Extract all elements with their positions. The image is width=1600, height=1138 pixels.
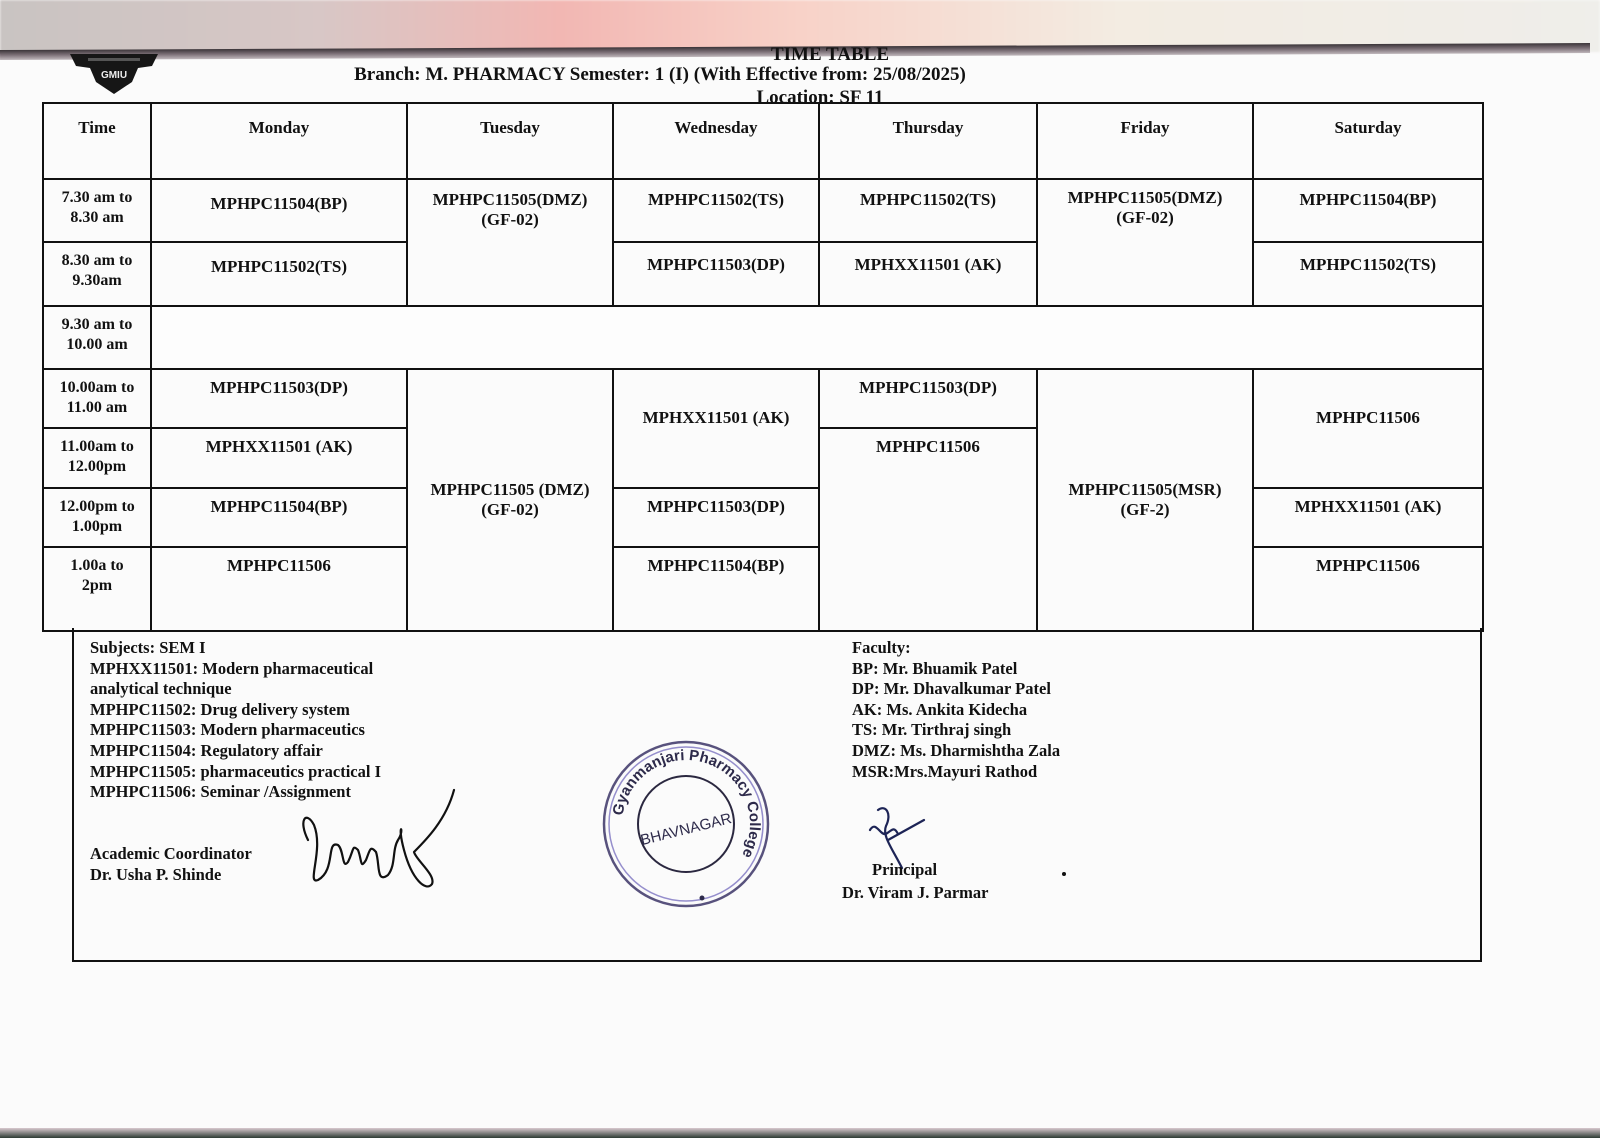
coordinator-signature-icon: [296, 780, 466, 900]
time-line: 8.30 am to: [61, 252, 133, 270]
class-cell: MPHPC11503(DP): [819, 369, 1037, 428]
class-cell: MPHXX11501 (AK): [613, 369, 819, 488]
time-line: 11.00 am: [66, 399, 128, 417]
time-line: 1.00a to: [70, 557, 124, 575]
subject-line: MPHPC11502: Drug delivery system: [90, 699, 350, 719]
time-line: 8.30 am: [70, 208, 124, 226]
class-cell: MPHXX11501 (AK): [819, 242, 1037, 305]
faculty-line: AK: Ms. Ankita Kidecha: [852, 699, 1028, 719]
class-cell: MPHXX11501 (AK): [1253, 488, 1483, 547]
class-cell: MPHPC11506: [151, 547, 407, 631]
stamp-outer-text: Gyanmanjari Pharmacy College: [609, 746, 764, 861]
table-row-break: [43, 306, 1483, 369]
table-header-row: [43, 103, 1483, 179]
column-header-time: Time: [43, 103, 151, 179]
class-cell: MPHPC11502(TS): [819, 179, 1037, 242]
time-line: 2pm: [81, 577, 113, 595]
class-cell: MPHPC11504(BP): [151, 179, 407, 242]
faculty-line: DMZ: Ms. Dharmishtha Zala: [852, 740, 1061, 760]
subject-line: MPHXX11501: Modern pharmaceutical: [90, 658, 374, 678]
principal-role: Principal: [872, 860, 938, 879]
time-line: 10.00am to: [59, 379, 135, 397]
faculty-line: MSR:Mrs.Mayuri Rathod: [852, 761, 1038, 781]
time-slot: [43, 179, 151, 242]
class-cell: MPHPC11506: [1253, 369, 1483, 488]
logo-text: GMIU: [100, 70, 128, 81]
column-header-tuesday: Tuesday: [407, 103, 613, 179]
class-cell: MPHPC11504(BP): [613, 547, 819, 631]
room-code: (GF-02): [481, 209, 539, 229]
class-cell: MPHPC11502(TS): [1253, 242, 1483, 305]
column-header-monday: Monday: [151, 103, 407, 179]
class-cell: MPHPC11503(DP): [613, 488, 819, 547]
stamp-inner-text: BHAVNAGAR: [638, 809, 734, 849]
time-line: 9.30 am to: [61, 315, 133, 333]
subject-line: analytical technique: [90, 679, 232, 699]
class-code: MPHPC11505(MSR): [1068, 480, 1222, 500]
class-cell: [407, 179, 613, 306]
table-row: [43, 547, 1483, 631]
table-row: [43, 369, 1483, 428]
branch-line: Branch: M. PHARMACY Semester: 1 (I) (With Effective from: 25/08/2025): [354, 64, 966, 85]
room-code: (GF-02): [481, 500, 539, 520]
time-line: 12.00pm to: [59, 497, 135, 515]
break-cell: [151, 306, 1483, 369]
subjects-heading: Subjects: SEM I: [90, 638, 206, 657]
time-line: 10.00 am: [66, 335, 128, 353]
class-cell: [1037, 179, 1253, 306]
time-slot: [43, 369, 151, 428]
location-line: Location: SF 11: [756, 87, 884, 108]
faculty-heading: Faculty:: [852, 638, 911, 657]
column-header-thursday: Thursday: [819, 103, 1037, 179]
class-cell: MPHPC11502(TS): [151, 242, 407, 305]
timetable: [42, 102, 1482, 632]
principal-block: [842, 858, 988, 904]
coordinator-name: Dr. Usha P. Shinde: [90, 864, 222, 884]
room-code: (GF-02): [1116, 207, 1174, 227]
academic-coordinator: [90, 844, 252, 885]
time-slot: [43, 242, 151, 305]
faculty-line: DP: Mr. Dhavalkumar Patel: [852, 679, 1051, 699]
document-title: TIME TABLE: [770, 44, 890, 65]
time-line: 11.00am to: [60, 438, 134, 456]
faculty-list: [852, 638, 1060, 782]
table-row: [43, 179, 1483, 242]
time-line: 9.30am: [72, 272, 122, 290]
time-slot: [43, 306, 151, 369]
subjects-list: [90, 638, 381, 803]
time-line: 1.00pm: [71, 517, 123, 535]
class-cell: MPHPC11504(BP): [151, 488, 407, 547]
class-cell: [407, 369, 613, 631]
principal-name: Dr. Viram J. Parmar: [842, 883, 989, 902]
subject-line: MPHPC11504: Regulatory affair: [90, 740, 323, 760]
column-header-wednesday: Wednesday: [613, 103, 819, 179]
subject-line: MPHPC11503: Modern pharmaceutics: [90, 720, 365, 740]
class-cell: MPHPC11506: [819, 428, 1037, 631]
time-slot: [43, 547, 151, 631]
time-slot: [43, 428, 151, 487]
class-code: MPHPC11505(DMZ): [432, 189, 588, 209]
paper-bottom-edge: [0, 1128, 1600, 1138]
class-cell: MPHPC11503(DP): [613, 242, 819, 305]
table-row: [43, 242, 1483, 305]
table-row: [43, 488, 1483, 547]
class-code: MPHPC11505 (DMZ): [430, 480, 590, 500]
column-header-saturday: Saturday: [1253, 103, 1483, 179]
class-cell: MPHPC11504(BP): [1253, 179, 1483, 242]
column-header-friday: Friday: [1037, 103, 1253, 179]
class-cell: MPHPC11506: [1253, 547, 1483, 631]
room-code: (GF-2): [1120, 500, 1170, 520]
college-stamp-icon: [598, 734, 774, 914]
class-cell: MPHXX11501 (AK): [151, 428, 407, 487]
class-cell: MPHPC11502(TS): [613, 179, 819, 242]
faculty-line: TS: Mr. Tirthraj singh: [852, 720, 1012, 740]
class-cell: MPHPC11503(DP): [151, 369, 407, 428]
stray-mark: [1062, 872, 1066, 876]
faculty-line: BP: Mr. Bhuamik Patel: [852, 658, 1018, 678]
class-cell: [1037, 369, 1253, 631]
subject-line: MPHPC11506: Seminar /Assignment: [90, 782, 351, 802]
time-slot: [43, 488, 151, 547]
subject-line: MPHPC11505: pharmaceutics practical I: [90, 761, 381, 781]
time-line: 7.30 am to: [61, 188, 133, 206]
time-line: 12.00pm: [67, 458, 127, 476]
class-code: MPHPC11505(DMZ): [1067, 187, 1223, 207]
coordinator-role: Academic Coordinator: [90, 844, 252, 863]
